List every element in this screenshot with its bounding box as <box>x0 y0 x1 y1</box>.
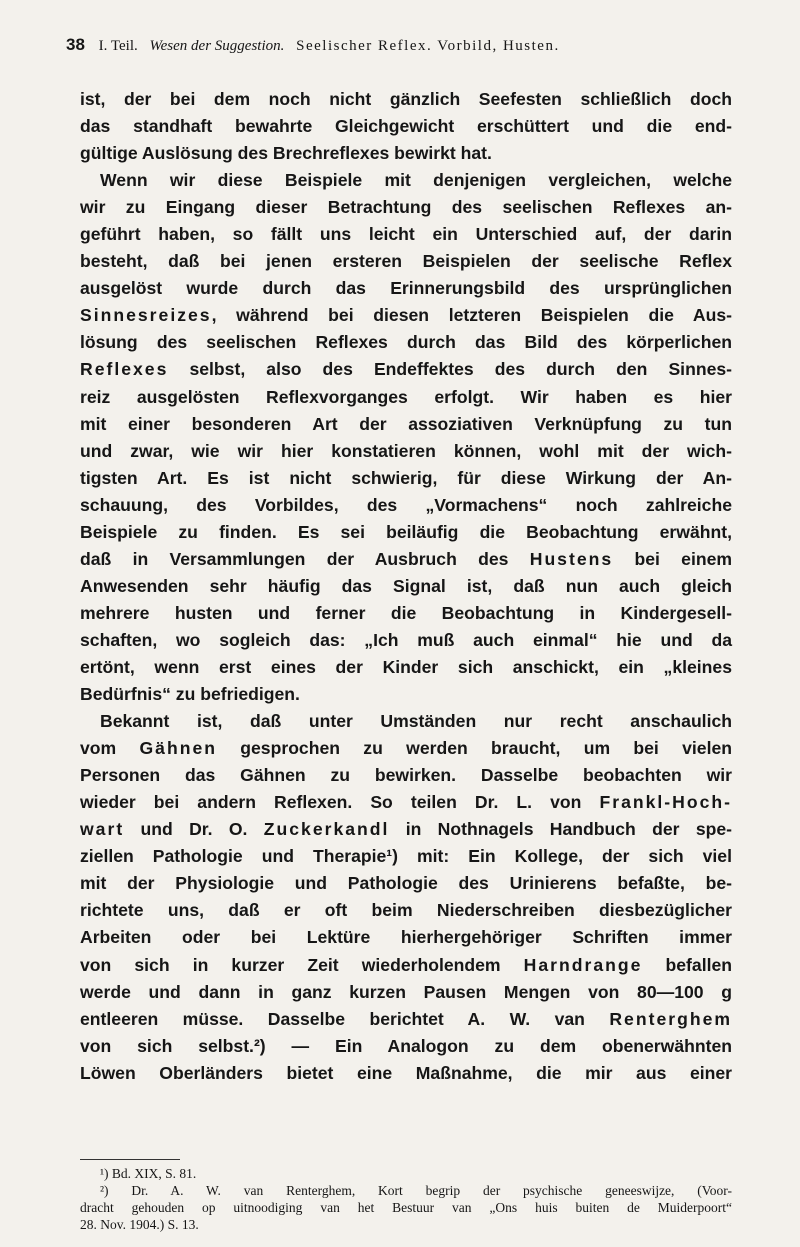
body-text-line: von sich in kurzer Zeit wiederholendem Harndrange befallen <box>80 954 733 975</box>
spaced-emphasis: Reflexes <box>80 359 169 380</box>
body-text-line: das standhaft bewahrte Gleichgewicht erschüttert und die end- <box>80 116 732 137</box>
body-text-line: lösung des seelischen Reflexes durch das Bild des körperlichen <box>80 332 732 353</box>
body-text-line: mit der Physiologie und Pathologie des Urinierens befaßte, be- <box>80 873 732 894</box>
spaced-emphasis: Zuckerkandl <box>263 819 390 840</box>
footnote-line: 28. Nov. 1904.) S. 13. <box>80 1217 199 1232</box>
body-text-line: gültige Auslösung des Brechreflexes bewirkt hat. <box>80 143 492 164</box>
footnotes <box>80 1165 732 1233</box>
page-number: 38 <box>66 35 85 54</box>
body-text-line: Löwen Oberländers bietet eine Maßnahme, die mir aus einer <box>80 1062 732 1083</box>
spaced-emphasis: Hustens <box>529 548 614 569</box>
body-text-line: mehrere husten und ferner die Beobachtung in Kindergesell- <box>80 602 732 623</box>
body-text-line: von sich selbst.²) — Ein Analogon zu dem obenerwähnten <box>80 1035 732 1056</box>
body-text-line: Beispiele zu finden. Es sei beiläufig die Beobachtung erwähnt, <box>80 521 732 542</box>
body-text-line: ist, der bei dem noch nicht gänzlich Seefesten schließlich doch <box>80 89 732 109</box>
body-text-line: wir zu Eingang dieser Betrachtung des seelischen Reflexes an- <box>80 197 732 218</box>
spaced-emphasis: Sinnesreizes <box>80 305 212 326</box>
body-text-line: richtete uns, daß er oft beim Niederschreiben diesbezüglicher <box>80 900 732 921</box>
body-text-line: entleeren müsse. Dasselbe berichtet A. W. van Renterghem <box>80 1008 732 1029</box>
header-chapter: Wesen der Suggestion. <box>149 38 285 54</box>
body-text-line: tigsten Art. Es ist nicht schwierig, für diese Wirkung der An- <box>80 467 732 488</box>
body-text <box>80 86 732 1087</box>
body-text-line: wart und Dr. O. Zuckerkandl in Nothnagels Handbuch der spe- <box>80 819 732 840</box>
spaced-emphasis: Harndrange <box>523 954 643 975</box>
body-text-line: ertönt, wenn erst eines der Kinder sich anschickt, ein „kleines <box>80 656 732 677</box>
header-running-title: Seelischer Reflex. Vorbild, Husten. <box>296 38 560 54</box>
footnote-line: dracht gehouden op uitnoodiging van het Bestuur van „Ons huis buiten de Muiderpoort“ <box>80 1200 732 1215</box>
spaced-emphasis: Frankl-Hoch- <box>599 792 732 813</box>
spaced-emphasis: Gähnen <box>139 738 217 759</box>
body-text-line: Reflexes selbst, also des Endeffektes des durch den Sinnes- <box>80 359 732 380</box>
body-text-line: Anwesenden sehr häufig das Signal ist, daß nun auch gleich <box>80 575 732 596</box>
body-text-line: Sinnesreizes, während bei diesen letzteren Beispielen die Aus- <box>80 305 732 326</box>
running-header <box>66 36 746 55</box>
body-text-line: Bekannt ist, daß unter Umständen nur recht anschaulich <box>100 711 732 732</box>
body-text-line: besteht, daß bei jenen ersteren Beispielen der seelische Reflex <box>80 251 732 272</box>
body-text-line: ziellen Pathologie und Therapie¹) mit: Ein Kollege, der sich viel <box>80 846 732 867</box>
spaced-emphasis: Renterghem <box>609 1008 732 1029</box>
footnote-line: ²) Dr. A. W. van Renterghem, Kort begrip der psychische geneeswijze, (Voor- <box>100 1183 732 1198</box>
body-text-line: vom Gähnen gesprochen zu werden braucht, um bei vielen <box>80 738 732 759</box>
body-text-line: wieder bei andern Reflexen. So teilen Dr. L. von Frankl-Hoch- <box>80 792 732 813</box>
body-text-line: daß in Versammlungen der Ausbruch des Hustens bei einem <box>80 548 733 569</box>
body-text-line: und zwar, wie wir hier konstatieren können, wohl mit der wich- <box>80 440 732 461</box>
body-text-line: schaften, wo sogleich das: „Ich muß auch einmal“ hie und da <box>80 629 732 650</box>
body-text-line: ausgelöst wurde durch das Erinnerungsbild des ursprünglichen <box>80 278 732 299</box>
footnote-line: ¹) Bd. XIX, S. 81. <box>100 1166 197 1181</box>
spaced-emphasis: wart <box>80 819 125 840</box>
body-text-line: Wenn wir diese Beispiele mit denjenigen vergleichen, welche <box>100 170 732 191</box>
body-text-line: Bedürfnis“ zu befriedigen. <box>80 684 300 705</box>
body-text-line: werde und dann in ganz kurzen Pausen Mengen von 80—100 g <box>80 981 732 1002</box>
body-text-line: schauung, des Vorbildes, des „Vormachens“ noch zahlreiche <box>80 494 732 515</box>
body-text-line: geführt haben, so fällt uns leicht ein Unterschied auf, der darin <box>80 224 732 245</box>
body-text-line: mit einer besonderen Art der assoziativen Verknüpfung zu tun <box>80 413 732 434</box>
footnote-rule <box>80 1159 180 1160</box>
body-text-line: Arbeiten oder bei Lektüre hierhergehöriger Schriften immer <box>80 927 732 948</box>
body-text-line: reiz ausgelösten Reflexvorganges erfolgt. Wir haben es hier <box>80 386 732 407</box>
body-text-line: Personen das Gähnen zu bewirken. Dasselbe beobachten wir <box>80 765 732 786</box>
header-part: I. Teil. <box>98 38 138 54</box>
